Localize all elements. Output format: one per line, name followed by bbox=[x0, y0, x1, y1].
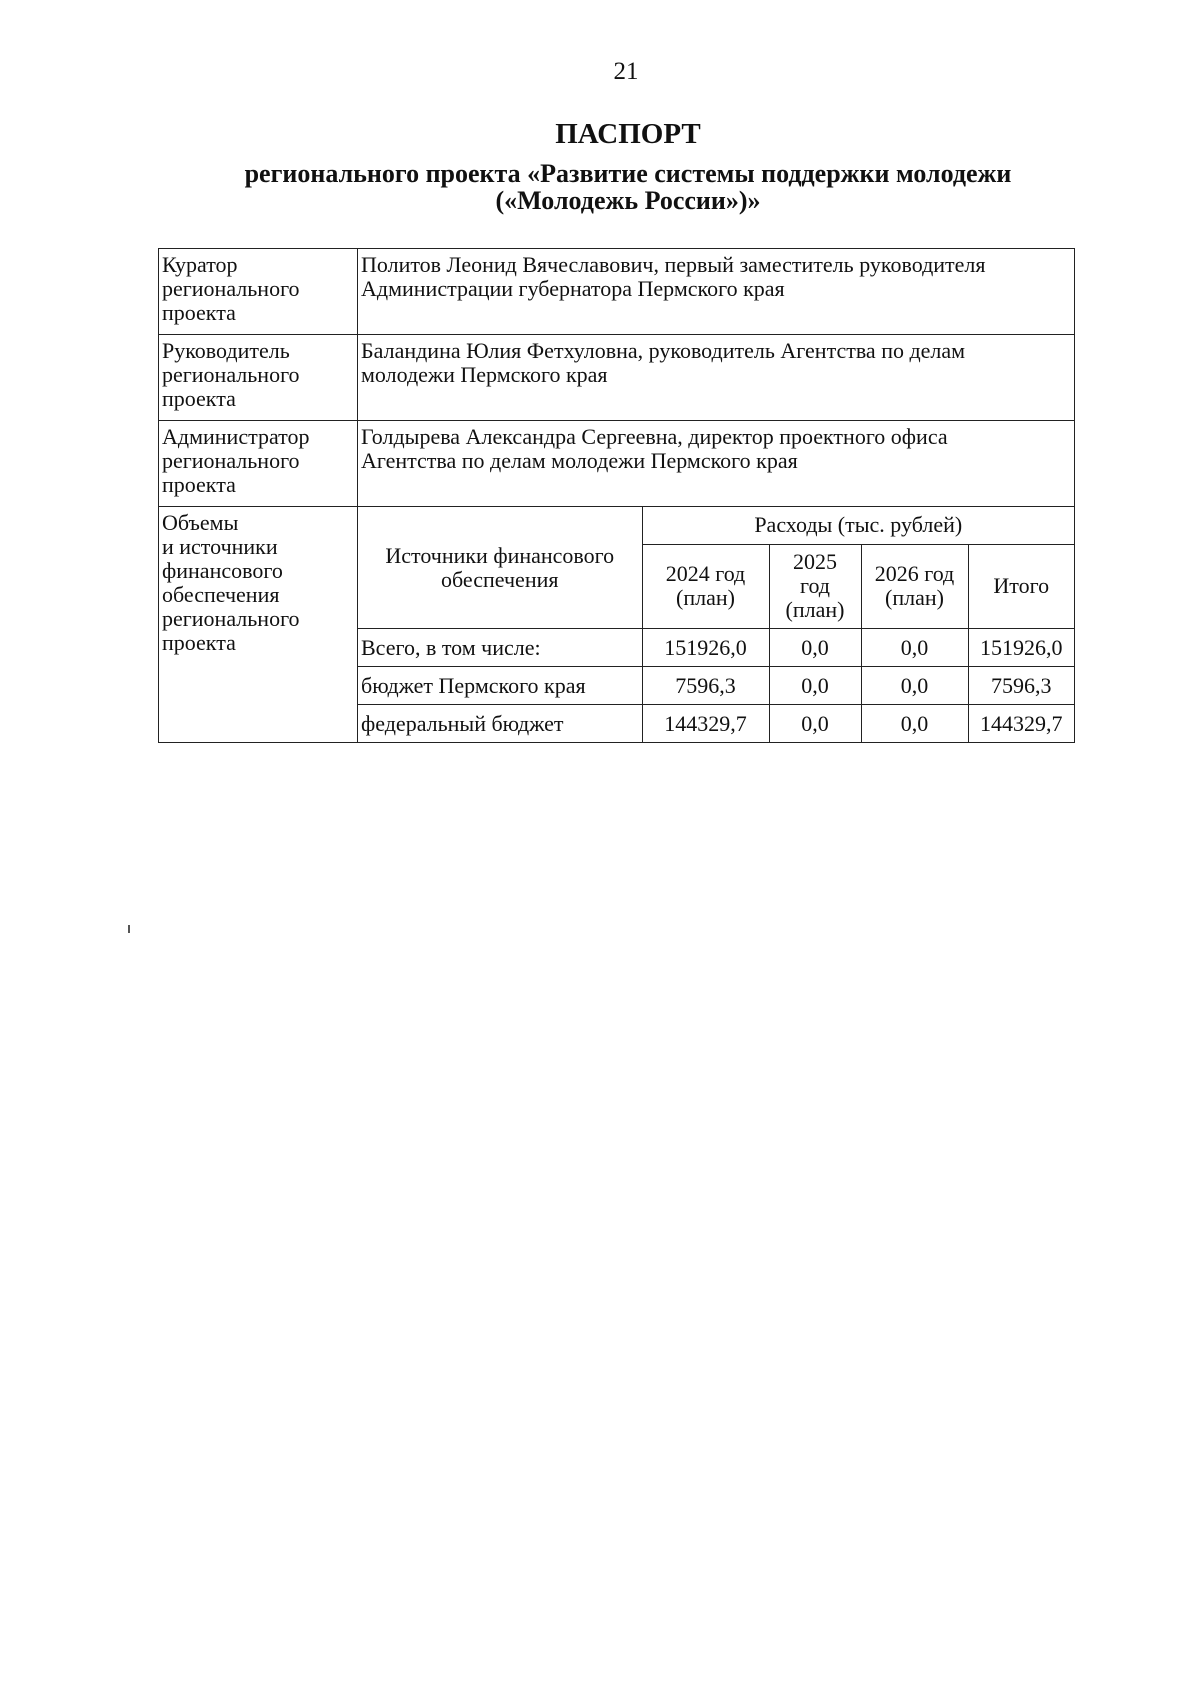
head-label bbox=[159, 335, 358, 421]
administrator-value bbox=[358, 421, 1075, 507]
value-line: Администрации губернатора Пермского края bbox=[361, 276, 785, 301]
label-line: проекта bbox=[162, 300, 236, 325]
value-2024: 151926,0 bbox=[642, 629, 769, 667]
value-2026: 0,0 bbox=[861, 667, 968, 705]
administrator-label bbox=[159, 421, 358, 507]
table-row-head bbox=[159, 335, 1075, 421]
label-line: проекта bbox=[162, 386, 236, 411]
value-2024: 144329,7 bbox=[642, 705, 769, 743]
value-2025: 0,0 bbox=[769, 705, 861, 743]
label-line: Администратор bbox=[162, 424, 310, 449]
label-line: проекта bbox=[162, 630, 236, 655]
curator-value bbox=[358, 249, 1075, 335]
value-2025: 0,0 bbox=[769, 667, 861, 705]
source-name: бюджет Пермского края bbox=[358, 667, 642, 705]
value-total: 151926,0 bbox=[968, 629, 1074, 667]
table-row bbox=[358, 705, 1074, 743]
label-line: регионального bbox=[162, 448, 300, 473]
finance-label bbox=[159, 507, 358, 743]
label-line: Руководитель bbox=[162, 338, 290, 363]
subtitle-line: регионального проекта «Развитие системы поддержки молодежи bbox=[244, 159, 1012, 188]
page-number: 21 bbox=[613, 58, 639, 85]
header-line: год bbox=[799, 573, 831, 599]
document-subtitle bbox=[0, 160, 1200, 214]
curator-label bbox=[159, 249, 358, 335]
value-total: 144329,7 bbox=[968, 705, 1074, 743]
header-line: Итого bbox=[993, 573, 1050, 599]
expenses-header: Расходы (тыс. рублей) bbox=[642, 507, 1074, 544]
finance-table bbox=[358, 507, 1074, 742]
value-line: Агентства по делам молодежи Пермского края bbox=[361, 448, 798, 473]
label-line: Объемы bbox=[162, 510, 239, 535]
header-line: 2026 год bbox=[874, 561, 955, 587]
column-header-2025 bbox=[769, 544, 861, 628]
header-line: (план) bbox=[676, 585, 735, 611]
column-header-2024 bbox=[642, 544, 769, 628]
header-line: 2024 год bbox=[665, 561, 746, 587]
label-line: регионального bbox=[162, 276, 300, 301]
passport-table bbox=[158, 248, 1075, 743]
header-line: 2025 bbox=[793, 549, 837, 575]
table-row-administrator bbox=[159, 421, 1075, 507]
column-header-2026 bbox=[861, 544, 968, 628]
header-line: обеспечения bbox=[441, 566, 559, 592]
label-line: Куратор bbox=[162, 252, 238, 277]
value-line: Голдырева Александра Сергеевна, директор проектного офиса bbox=[361, 424, 948, 449]
source-name: федеральный бюджет bbox=[358, 705, 642, 743]
label-line: проекта bbox=[162, 472, 236, 497]
finance-cell bbox=[358, 507, 1075, 743]
sources-header bbox=[358, 507, 642, 629]
label-line: регионального bbox=[162, 362, 300, 387]
value-2024: 7596,3 bbox=[642, 667, 769, 705]
head-value bbox=[358, 335, 1075, 421]
label-line: и источники bbox=[162, 534, 278, 559]
header-line: Источники финансового bbox=[385, 542, 615, 568]
value-2025: 0,0 bbox=[769, 629, 861, 667]
value-line: молодежи Пермского края bbox=[361, 362, 608, 387]
column-header-total bbox=[968, 544, 1074, 628]
value-line: Баландина Юлия Фетхуловна, руководитель Агентства по делам bbox=[361, 338, 966, 363]
value-line: Политов Леонид Вячеславович, первый заместитель руководителя bbox=[361, 252, 986, 277]
source-name: Всего, в том числе: bbox=[358, 629, 642, 667]
header-line: (план) bbox=[885, 585, 944, 611]
table-row bbox=[358, 667, 1074, 705]
value-2026: 0,0 bbox=[861, 629, 968, 667]
value-2026: 0,0 bbox=[861, 705, 968, 743]
label-line: обеспечения bbox=[162, 582, 280, 607]
finance-header-row bbox=[358, 507, 1074, 544]
table-row-curator bbox=[159, 249, 1075, 335]
table-row bbox=[358, 629, 1074, 667]
scan-speck bbox=[128, 925, 130, 933]
value-total: 7596,3 bbox=[968, 667, 1074, 705]
header-line: (план) bbox=[785, 597, 845, 623]
label-line: регионального bbox=[162, 606, 300, 631]
subtitle-line: («Молодежь России»)» bbox=[495, 186, 761, 215]
label-line: финансового bbox=[162, 558, 283, 583]
table-row-finance bbox=[159, 507, 1075, 743]
document-title: ПАСПОРТ bbox=[555, 118, 701, 150]
